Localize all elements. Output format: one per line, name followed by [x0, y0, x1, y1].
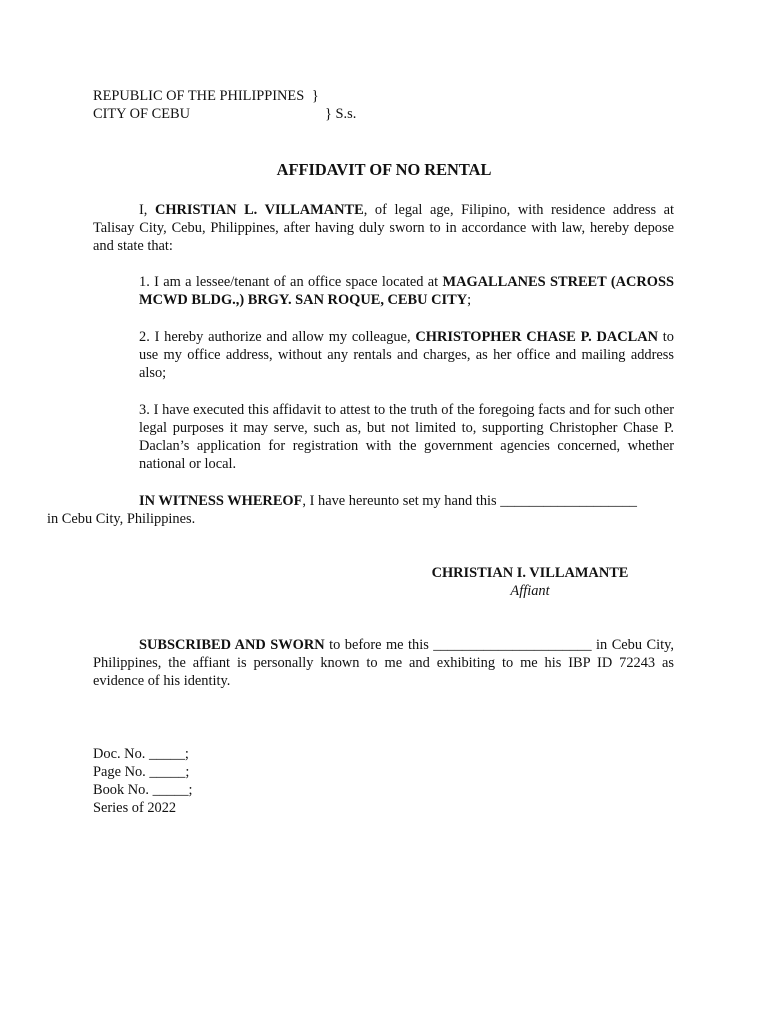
intro-text-1: I, — [139, 202, 155, 218]
book-number: Book No. _____; — [93, 782, 193, 798]
venue-block — [93, 87, 357, 123]
jurat-text: to before me this ______________________ in Cebu City, Philippines, the affiant is personally known to me and exhibiting to me his IBP ID 72243 as evidence of his identity. — [93, 637, 674, 689]
item3-text: 3. I have executed this affidavit to attest to the truth of the foregoing facts and for such other legal purposes it may serve, such as, but not limited to, supporting Christopher Chase P. Daclan’s application for registration with the government agencies concerned, whether national or local. — [139, 402, 674, 472]
signatory-role: Affiant — [510, 583, 550, 599]
item2-text-1: 2. I hereby authorize and allow my colleague, — [139, 329, 416, 345]
colleague-name: CHRISTOPHER CHASE P. DACLAN — [415, 329, 659, 345]
item2-text-2: to use my office address, without any rentals and charges, as her office and mailing address also; — [139, 329, 674, 381]
statement-item-2 — [139, 328, 674, 382]
venue-republic-text: REPUBLIC OF THE PHILIPPINES — [93, 88, 305, 104]
signatory-name: CHRISTIAN I. VILLAMANTE — [431, 565, 629, 581]
venue-city-brace: } S.s. — [325, 106, 357, 122]
witness-heading: IN WITNESS WHEREOF — [139, 493, 303, 509]
notarial-register — [93, 745, 193, 817]
series-year: Series of 2022 — [93, 800, 177, 816]
signature-block — [380, 564, 680, 600]
page-number: Page No. _____; — [93, 764, 190, 780]
intro-text-2: , of legal age, Filipino, with residence address at Talisay City, Cebu, Philippines, after having duly sworn to in accordance with law, hereby depose and state that: — [93, 202, 674, 254]
venue-city-text: CITY OF CEBU — [93, 106, 191, 122]
venue-line-city — [93, 105, 357, 123]
jurat-paragraph — [93, 636, 674, 690]
witness-paragraph — [47, 492, 674, 528]
statement-item-3 — [139, 401, 674, 473]
jurat-heading: SUBSCRIBED AND SWORN — [139, 637, 325, 653]
venue-republic-brace: } — [311, 88, 319, 104]
office-address: MAGALLANES STREET (ACROSS MCWD BLDG.,) BRGY. SAN ROQUE, CEBU CITY — [139, 274, 674, 308]
item1-text-2: ; — [467, 292, 472, 308]
item1-text-1: 1. I am a lessee/tenant of an office space located at — [139, 274, 443, 290]
doc-number: Doc. No. _____; — [93, 746, 189, 762]
document-title: AFFIDAVIT OF NO RENTAL — [276, 160, 492, 179]
witness-text-2: in Cebu City, Philippines. — [47, 511, 196, 527]
witness-text-1: , I have hereunto set my hand this ___________________ — [302, 493, 637, 509]
venue-line-republic — [93, 87, 319, 105]
affiant-name-intro: CHRISTIAN L. VILLAMANTE — [154, 202, 364, 218]
intro-paragraph — [93, 201, 674, 255]
statement-item-1 — [139, 273, 674, 309]
